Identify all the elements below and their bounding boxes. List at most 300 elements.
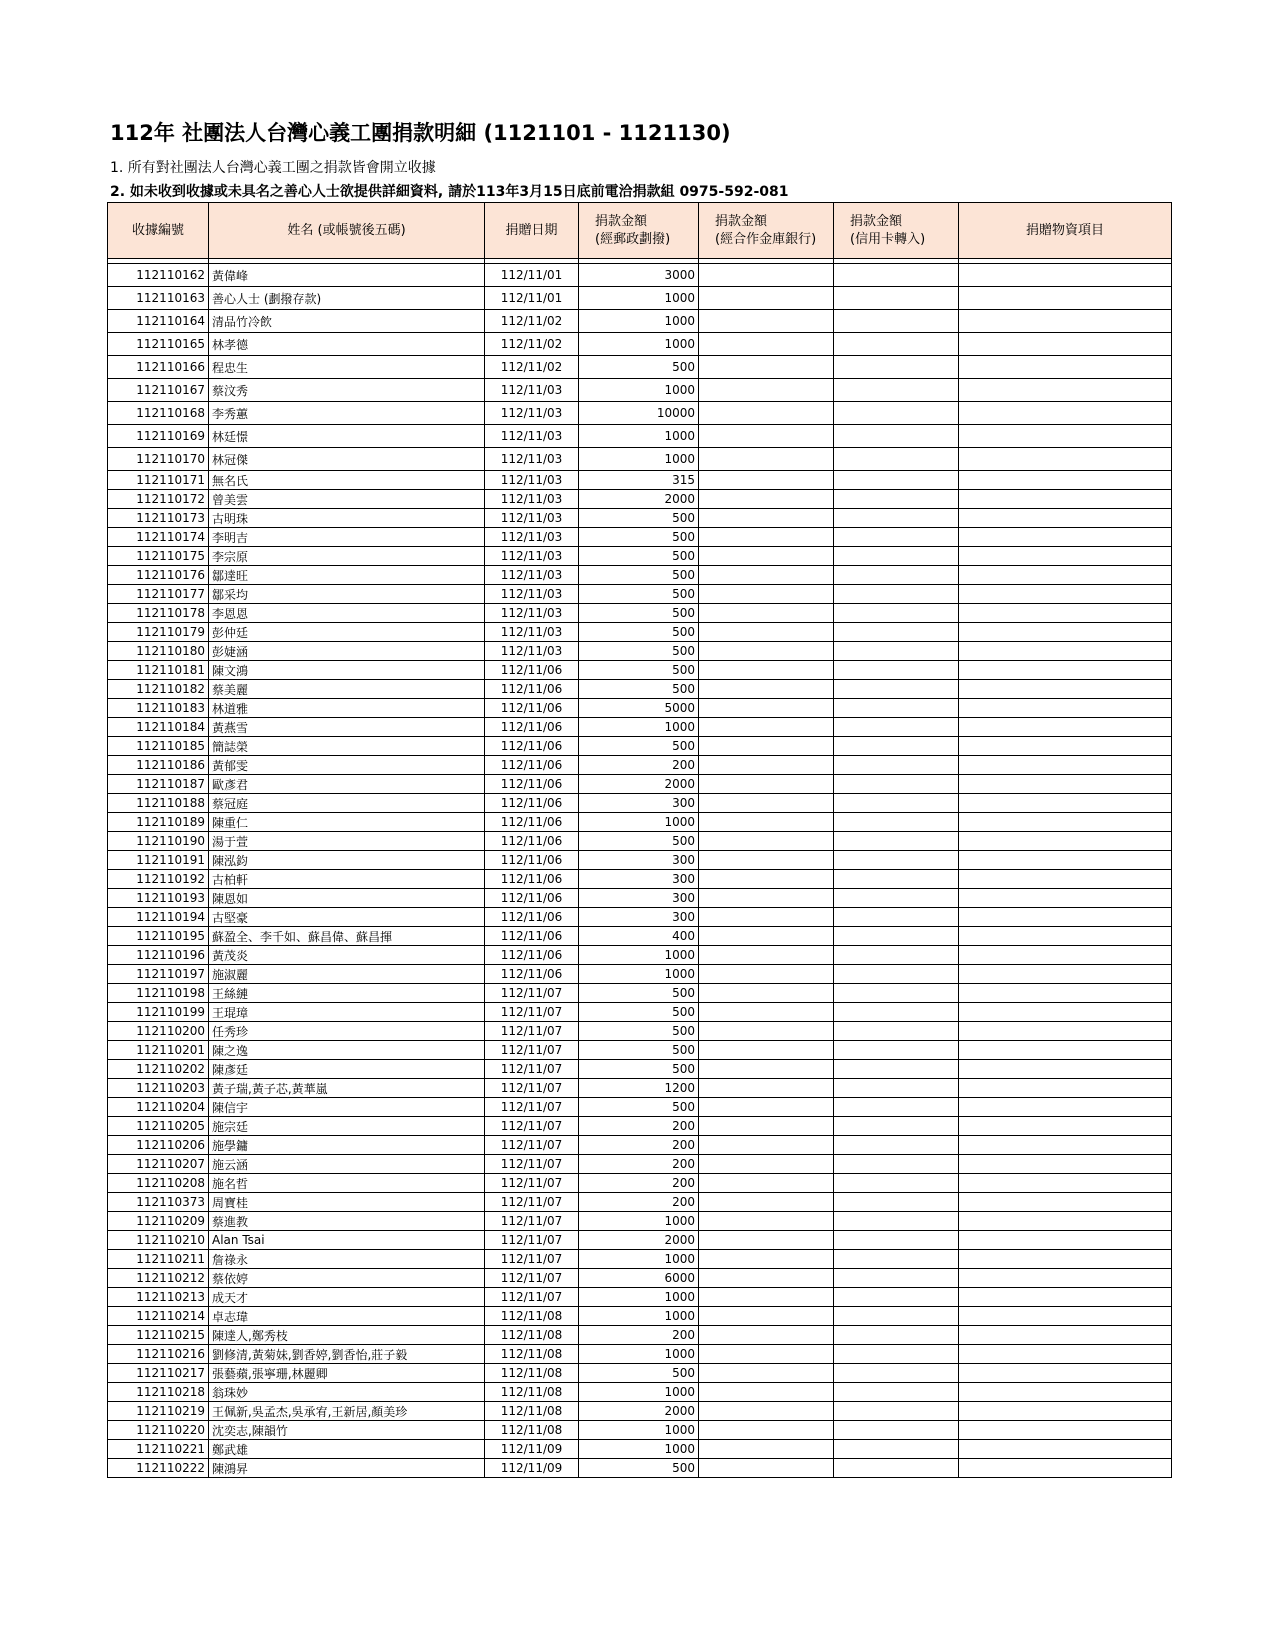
- cell-amount-postal: 200: [579, 1326, 699, 1345]
- cell-donated-items: [959, 425, 1172, 448]
- table-row: [108, 889, 1172, 908]
- table-row: [108, 1345, 1172, 1364]
- cell-amount-postal: 1000: [579, 310, 699, 333]
- cell-receipt-no: 112110196: [108, 946, 209, 965]
- header-amount-bank-line2: (經合作金庫銀行): [715, 231, 817, 247]
- cell-date: 112/11/06: [485, 699, 579, 718]
- cell-donated-items: [959, 623, 1172, 642]
- cell-donated-items: [959, 471, 1172, 490]
- table-row: [108, 1250, 1172, 1269]
- cell-amount-postal: 500: [579, 356, 699, 379]
- cell-amount-postal: 1000: [579, 1250, 699, 1269]
- cell-receipt-no: 112110169: [108, 425, 209, 448]
- cell-amount-bank: [699, 1269, 834, 1288]
- table-row: [108, 1307, 1172, 1326]
- cell-amount-bank: [699, 1098, 834, 1117]
- table-row: [108, 547, 1172, 566]
- cell-amount-postal: 500: [579, 604, 699, 623]
- cell-amount-bank: [699, 402, 834, 425]
- cell-amount-postal: 500: [579, 1060, 699, 1079]
- cell-date: 112/11/06: [485, 680, 579, 699]
- cell-amount-postal: 500: [579, 984, 699, 1003]
- cell-donated-items: [959, 1421, 1172, 1440]
- cell-amount-bank: [699, 1459, 834, 1478]
- table-row: [108, 1212, 1172, 1231]
- cell-name: 鄭武雄: [209, 1440, 485, 1459]
- cell-amount-card: [834, 356, 959, 379]
- cell-amount-card: [834, 794, 959, 813]
- cell-donated-items: [959, 509, 1172, 528]
- cell-amount-card: [834, 1269, 959, 1288]
- cell-receipt-no: 112110214: [108, 1307, 209, 1326]
- cell-amount-card: [834, 1117, 959, 1136]
- cell-date: 112/11/07: [485, 1288, 579, 1307]
- cell-date: 112/11/06: [485, 794, 579, 813]
- cell-date: 112/11/08: [485, 1345, 579, 1364]
- cell-name: 林廷憬: [209, 425, 485, 448]
- cell-receipt-no: 112110170: [108, 448, 209, 471]
- cell-receipt-no: 112110188: [108, 794, 209, 813]
- cell-amount-postal: 200: [579, 756, 699, 775]
- cell-receipt-no: 112110222: [108, 1459, 209, 1478]
- table-row: [108, 287, 1172, 310]
- cell-name: 沈奕志,陳韻竹: [209, 1421, 485, 1440]
- cell-amount-postal: 1000: [579, 379, 699, 402]
- table-row: [108, 642, 1172, 661]
- cell-donated-items: [959, 1231, 1172, 1250]
- cell-amount-postal: 500: [579, 1098, 699, 1117]
- cell-date: 112/11/03: [485, 402, 579, 425]
- cell-amount-bank: [699, 680, 834, 699]
- cell-receipt-no: 112110198: [108, 984, 209, 1003]
- cell-name: 王琨璋: [209, 1003, 485, 1022]
- cell-receipt-no: 112110187: [108, 775, 209, 794]
- table-row: [108, 310, 1172, 333]
- table-row: [108, 566, 1172, 585]
- cell-amount-bank: [699, 1174, 834, 1193]
- cell-donated-items: [959, 1307, 1172, 1326]
- table-row: [108, 264, 1172, 287]
- table-row: [108, 680, 1172, 699]
- table-row: [108, 1421, 1172, 1440]
- cell-name: 施名哲: [209, 1174, 485, 1193]
- cell-amount-card: [834, 509, 959, 528]
- cell-amount-card: [834, 1193, 959, 1212]
- cell-amount-card: [834, 264, 959, 287]
- cell-amount-card: [834, 1440, 959, 1459]
- cell-amount-bank: [699, 1421, 834, 1440]
- cell-amount-card: [834, 1155, 959, 1174]
- cell-donated-items: [959, 287, 1172, 310]
- cell-amount-postal: 500: [579, 1003, 699, 1022]
- cell-amount-postal: 5000: [579, 699, 699, 718]
- cell-name: 成天才: [209, 1288, 485, 1307]
- cell-name: 陳文鴻: [209, 661, 485, 680]
- cell-amount-postal: 2000: [579, 1402, 699, 1421]
- cell-donated-items: [959, 1041, 1172, 1060]
- cell-donated-items: [959, 1079, 1172, 1098]
- cell-amount-postal: 1000: [579, 965, 699, 984]
- cell-receipt-no: 112110175: [108, 547, 209, 566]
- cell-amount-card: [834, 661, 959, 680]
- cell-amount-bank: [699, 547, 834, 566]
- cell-amount-card: [834, 984, 959, 1003]
- cell-receipt-no: 112110180: [108, 642, 209, 661]
- cell-date: 112/11/03: [485, 448, 579, 471]
- cell-donated-items: [959, 851, 1172, 870]
- cell-name: 黃茂炎: [209, 946, 485, 965]
- table-row: [108, 908, 1172, 927]
- cell-amount-bank: [699, 528, 834, 547]
- cell-receipt-no: 112110200: [108, 1022, 209, 1041]
- cell-donated-items: [959, 870, 1172, 889]
- cell-receipt-no: 112110174: [108, 528, 209, 547]
- page-title: 112年 社團法人台灣心義工團捐款明細 (1121101 - 1121130): [110, 121, 731, 145]
- cell-amount-bank: [699, 425, 834, 448]
- cell-receipt-no: 112110190: [108, 832, 209, 851]
- table-row: [108, 1003, 1172, 1022]
- table-row: [108, 1060, 1172, 1079]
- cell-amount-postal: 1000: [579, 448, 699, 471]
- cell-donated-items: [959, 604, 1172, 623]
- cell-amount-bank: [699, 718, 834, 737]
- cell-name: 陳恩如: [209, 889, 485, 908]
- cell-receipt-no: 112110167: [108, 379, 209, 402]
- cell-name: 劉修清,黃菊妹,劉香婷,劉香怡,莊子毅: [209, 1345, 485, 1364]
- cell-name: 翁珠妙: [209, 1383, 485, 1402]
- cell-name: 彭仲廷: [209, 623, 485, 642]
- cell-amount-postal: 500: [579, 547, 699, 566]
- cell-amount-postal: 500: [579, 1022, 699, 1041]
- cell-date: 112/11/03: [485, 566, 579, 585]
- cell-date: 112/11/03: [485, 585, 579, 604]
- cell-donated-items: [959, 264, 1172, 287]
- cell-amount-card: [834, 471, 959, 490]
- cell-date: 112/11/07: [485, 984, 579, 1003]
- cell-amount-card: [834, 1079, 959, 1098]
- cell-date: 112/11/06: [485, 718, 579, 737]
- cell-amount-bank: [699, 699, 834, 718]
- cell-amount-bank: [699, 832, 834, 851]
- cell-amount-bank: [699, 927, 834, 946]
- cell-amount-bank: [699, 870, 834, 889]
- cell-donated-items: [959, 889, 1172, 908]
- cell-receipt-no: 112110215: [108, 1326, 209, 1345]
- cell-amount-bank: [699, 946, 834, 965]
- cell-donated-items: [959, 1060, 1172, 1079]
- cell-date: 112/11/06: [485, 756, 579, 775]
- cell-date: 112/11/07: [485, 1022, 579, 1041]
- cell-receipt-no: 112110183: [108, 699, 209, 718]
- cell-date: 112/11/06: [485, 851, 579, 870]
- cell-receipt-no: 112110185: [108, 737, 209, 756]
- header-name: 姓名 (或帳號後五碼): [209, 203, 485, 259]
- header-date: 捐贈日期: [485, 203, 579, 259]
- cell-receipt-no: 112110162: [108, 264, 209, 287]
- cell-amount-postal: 400: [579, 927, 699, 946]
- cell-date: 112/11/03: [485, 471, 579, 490]
- cell-date: 112/11/08: [485, 1421, 579, 1440]
- cell-donated-items: [959, 642, 1172, 661]
- table-row: [108, 718, 1172, 737]
- cell-amount-card: [834, 1421, 959, 1440]
- cell-date: 112/11/03: [485, 379, 579, 402]
- cell-name: 蔡依婷: [209, 1269, 485, 1288]
- cell-receipt-no: 112110191: [108, 851, 209, 870]
- cell-amount-bank: [699, 1345, 834, 1364]
- cell-date: 112/11/07: [485, 1174, 579, 1193]
- cell-date: 112/11/07: [485, 1136, 579, 1155]
- cell-amount-bank: [699, 1250, 834, 1269]
- cell-donated-items: [959, 1117, 1172, 1136]
- cell-name: 林孝德: [209, 333, 485, 356]
- cell-donated-items: [959, 448, 1172, 471]
- table-row: [108, 528, 1172, 547]
- cell-donated-items: [959, 1003, 1172, 1022]
- cell-amount-card: [834, 604, 959, 623]
- cell-amount-card: [834, 1383, 959, 1402]
- cell-amount-postal: 500: [579, 1364, 699, 1383]
- table-row: [108, 756, 1172, 775]
- cell-amount-postal: 500: [579, 585, 699, 604]
- cell-amount-card: [834, 1041, 959, 1060]
- cell-receipt-no: 112110211: [108, 1250, 209, 1269]
- cell-amount-card: [834, 402, 959, 425]
- cell-amount-postal: 1000: [579, 1383, 699, 1402]
- cell-amount-card: [834, 1174, 959, 1193]
- table-row: [108, 1174, 1172, 1193]
- cell-amount-card: [834, 448, 959, 471]
- cell-amount-bank: [699, 1022, 834, 1041]
- cell-amount-postal: 2000: [579, 775, 699, 794]
- cell-amount-card: [834, 1364, 959, 1383]
- table-row: [108, 509, 1172, 528]
- cell-amount-postal: 500: [579, 661, 699, 680]
- cell-name: 黃燕雪: [209, 718, 485, 737]
- cell-receipt-no: 112110184: [108, 718, 209, 737]
- cell-donated-items: [959, 333, 1172, 356]
- cell-amount-card: [834, 680, 959, 699]
- cell-receipt-no: 112110204: [108, 1098, 209, 1117]
- cell-amount-postal: 500: [579, 737, 699, 756]
- table-row: [108, 585, 1172, 604]
- cell-date: 112/11/07: [485, 1250, 579, 1269]
- cell-receipt-no: 112110181: [108, 661, 209, 680]
- cell-receipt-no: 112110201: [108, 1041, 209, 1060]
- cell-receipt-no: 112110168: [108, 402, 209, 425]
- table-row: [108, 471, 1172, 490]
- table-row: [108, 851, 1172, 870]
- cell-amount-bank: [699, 908, 834, 927]
- cell-date: 112/11/07: [485, 1231, 579, 1250]
- table-row: [108, 604, 1172, 623]
- cell-donated-items: [959, 379, 1172, 402]
- table-row: [108, 1288, 1172, 1307]
- cell-donated-items: [959, 1136, 1172, 1155]
- cell-donated-items: [959, 1440, 1172, 1459]
- cell-amount-bank: [699, 1307, 834, 1326]
- cell-donated-items: [959, 984, 1172, 1003]
- cell-date: 112/11/06: [485, 832, 579, 851]
- cell-amount-card: [834, 287, 959, 310]
- cell-donated-items: [959, 775, 1172, 794]
- cell-amount-postal: 1000: [579, 425, 699, 448]
- table-row: [108, 425, 1172, 448]
- cell-name: 林道雅: [209, 699, 485, 718]
- cell-date: 112/11/07: [485, 1041, 579, 1060]
- table-row: [108, 1079, 1172, 1098]
- table-row: [108, 870, 1172, 889]
- cell-receipt-no: 112110218: [108, 1383, 209, 1402]
- cell-donated-items: [959, 1098, 1172, 1117]
- cell-name: 施宗廷: [209, 1117, 485, 1136]
- cell-amount-card: [834, 832, 959, 851]
- cell-amount-bank: [699, 1440, 834, 1459]
- cell-amount-bank: [699, 310, 834, 333]
- header-amount-bank: [699, 203, 834, 259]
- cell-name: 古明珠: [209, 509, 485, 528]
- table-row: [108, 1117, 1172, 1136]
- table-row: [108, 356, 1172, 379]
- cell-amount-bank: [699, 984, 834, 1003]
- cell-amount-postal: 200: [579, 1174, 699, 1193]
- cell-donated-items: [959, 661, 1172, 680]
- cell-receipt-no: 112110203: [108, 1079, 209, 1098]
- cell-date: 112/11/07: [485, 1155, 579, 1174]
- cell-date: 112/11/06: [485, 946, 579, 965]
- cell-amount-postal: 500: [579, 642, 699, 661]
- cell-donated-items: [959, 1212, 1172, 1231]
- cell-receipt-no: 112110207: [108, 1155, 209, 1174]
- cell-receipt-no: 112110178: [108, 604, 209, 623]
- cell-donated-items: [959, 1345, 1172, 1364]
- cell-amount-postal: 1000: [579, 1212, 699, 1231]
- cell-name: 湯于萱: [209, 832, 485, 851]
- cell-name: 程忠生: [209, 356, 485, 379]
- cell-name: 蔡美麗: [209, 680, 485, 699]
- cell-amount-card: [834, 1402, 959, 1421]
- cell-amount-postal: 1000: [579, 1345, 699, 1364]
- cell-receipt-no: 112110194: [108, 908, 209, 927]
- header-amount-postal-line1: 捐款金額: [595, 213, 648, 229]
- cell-amount-card: [834, 737, 959, 756]
- header-amount-card: [834, 203, 959, 259]
- cell-date: 112/11/08: [485, 1383, 579, 1402]
- table-row: [108, 1193, 1172, 1212]
- cell-amount-card: [834, 1098, 959, 1117]
- cell-amount-postal: 1000: [579, 946, 699, 965]
- cell-donated-items: [959, 1174, 1172, 1193]
- cell-date: 112/11/03: [485, 528, 579, 547]
- cell-amount-bank: [699, 661, 834, 680]
- cell-name: 陳泓鈞: [209, 851, 485, 870]
- cell-name: 鄒采均: [209, 585, 485, 604]
- cell-amount-card: [834, 1250, 959, 1269]
- table-row: [108, 832, 1172, 851]
- cell-amount-postal: 500: [579, 1041, 699, 1060]
- cell-date: 112/11/06: [485, 661, 579, 680]
- cell-date: 112/11/03: [485, 604, 579, 623]
- cell-date: 112/11/07: [485, 1269, 579, 1288]
- table-row: [108, 965, 1172, 984]
- cell-date: 112/11/06: [485, 889, 579, 908]
- cell-amount-card: [834, 813, 959, 832]
- cell-receipt-no: 112110193: [108, 889, 209, 908]
- cell-amount-postal: 300: [579, 870, 699, 889]
- cell-amount-card: [834, 1022, 959, 1041]
- table-row: [108, 737, 1172, 756]
- cell-date: 112/11/07: [485, 1079, 579, 1098]
- cell-receipt-no: 112110172: [108, 490, 209, 509]
- cell-receipt-no: 112110210: [108, 1231, 209, 1250]
- cell-date: 112/11/07: [485, 1117, 579, 1136]
- cell-amount-card: [834, 1459, 959, 1478]
- cell-amount-postal: 200: [579, 1193, 699, 1212]
- cell-name: 蔡冠庭: [209, 794, 485, 813]
- cell-date: 112/11/06: [485, 908, 579, 927]
- cell-receipt-no: 112110186: [108, 756, 209, 775]
- cell-amount-bank: [699, 889, 834, 908]
- cell-donated-items: [959, 832, 1172, 851]
- cell-donated-items: [959, 1326, 1172, 1345]
- cell-amount-bank: [699, 1231, 834, 1250]
- cell-donated-items: [959, 566, 1172, 585]
- cell-amount-postal: 300: [579, 794, 699, 813]
- cell-date: 112/11/07: [485, 1060, 579, 1079]
- cell-donated-items: [959, 1269, 1172, 1288]
- cell-amount-card: [834, 775, 959, 794]
- cell-amount-postal: 500: [579, 832, 699, 851]
- cell-amount-bank: [699, 1402, 834, 1421]
- cell-name: 蘇盈全、李千如、蘇昌偉、蘇昌揮: [209, 927, 485, 946]
- cell-name: 詹祿永: [209, 1250, 485, 1269]
- cell-name: 王絲縺: [209, 984, 485, 1003]
- cell-amount-postal: 300: [579, 889, 699, 908]
- cell-name: 黃子瑞,黃子芯,黃華嵐: [209, 1079, 485, 1098]
- cell-donated-items: [959, 680, 1172, 699]
- cell-amount-postal: 1000: [579, 718, 699, 737]
- cell-name: 陳重仁: [209, 813, 485, 832]
- cell-donated-items: [959, 946, 1172, 965]
- cell-amount-bank: [699, 566, 834, 585]
- cell-name: 簡誌榮: [209, 737, 485, 756]
- cell-donated-items: [959, 490, 1172, 509]
- cell-amount-card: [834, 1231, 959, 1250]
- cell-amount-bank: [699, 623, 834, 642]
- cell-amount-postal: 6000: [579, 1269, 699, 1288]
- cell-amount-postal: 1000: [579, 333, 699, 356]
- cell-amount-card: [834, 870, 959, 889]
- table-header-row: [108, 203, 1172, 259]
- cell-donated-items: [959, 1022, 1172, 1041]
- cell-amount-card: [834, 1212, 959, 1231]
- cell-name: 林冠傑: [209, 448, 485, 471]
- cell-amount-bank: [699, 1079, 834, 1098]
- cell-receipt-no: 112110192: [108, 870, 209, 889]
- cell-name: 鄒達旺: [209, 566, 485, 585]
- cell-amount-postal: 300: [579, 908, 699, 927]
- cell-name: 周寶桂: [209, 1193, 485, 1212]
- cell-receipt-no: 112110163: [108, 287, 209, 310]
- cell-name: 黃偉峰: [209, 264, 485, 287]
- cell-name: 黃郁雯: [209, 756, 485, 775]
- table-row: [108, 1269, 1172, 1288]
- cell-date: 112/11/08: [485, 1402, 579, 1421]
- header-amount-card-line2: (信用卡轉入): [850, 231, 926, 247]
- cell-date: 112/11/03: [485, 490, 579, 509]
- cell-receipt-no: 112110176: [108, 566, 209, 585]
- cell-amount-bank: [699, 471, 834, 490]
